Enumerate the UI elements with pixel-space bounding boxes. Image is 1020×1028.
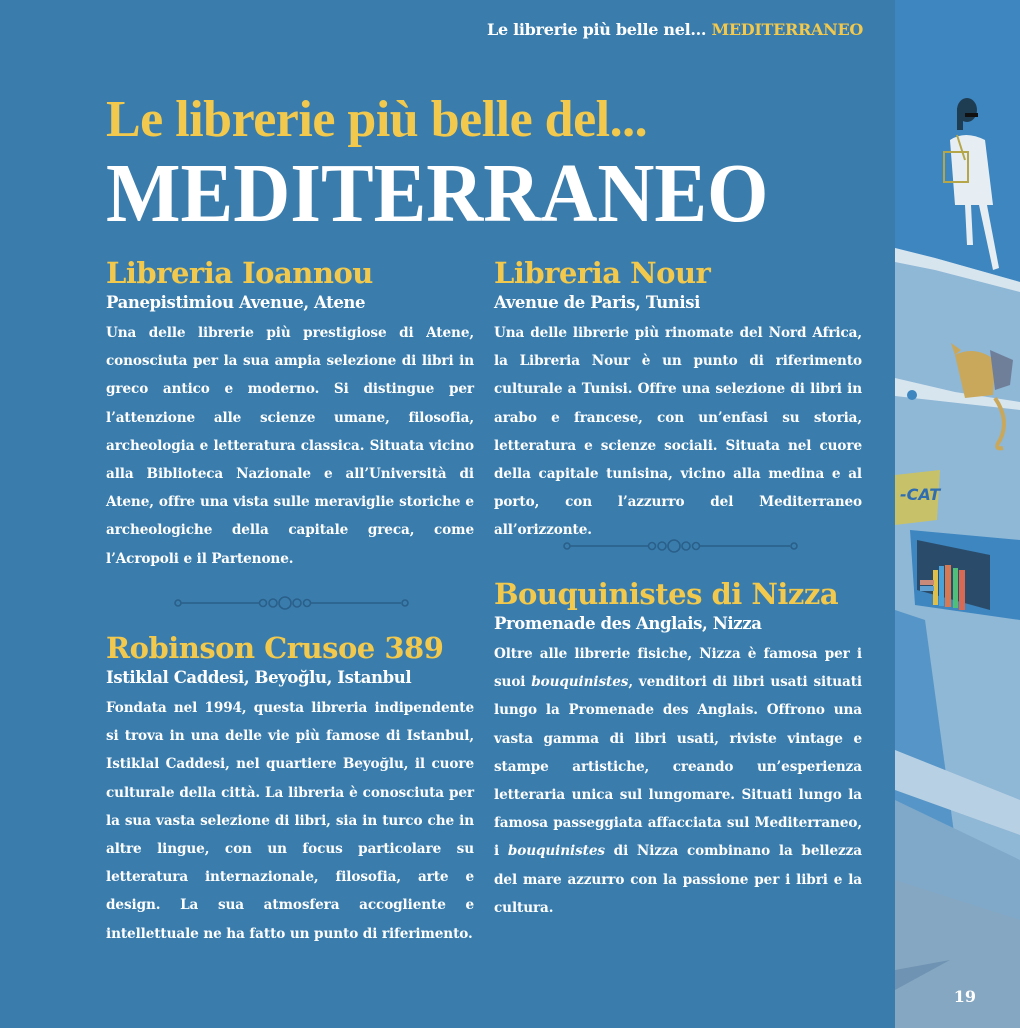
entry-libreria-nour <box>494 255 862 545</box>
entry-title: Bouquinistes di Nizza <box>494 577 839 611</box>
ornamental-divider <box>172 596 412 610</box>
entry-body: Una delle librerie più rinomate del Nord Africa, la Libreria Nour è un punto di riferimento culturale a Tunisi. Offre una selezione di libri in arabo e francese, con un’enfasi su storia, letteratura e scienze sociali. Situata nel cuore della capitale tunisina, vicino alla medina e al porto, con l’azzurro del Mediterraneo all’orizzonte. <box>494 325 862 539</box>
illustration-panel <box>895 0 1020 1028</box>
entry-body: Oltre alle librerie fisiche, Nizza è famosa per i suoi bouquinistes, venditori di libri usati situati lungo la Promenade des Anglais. Offrono una vasta gamma di libri usati, riviste vintage e stampe artistiche, creando un’esperienza letteraria unica sul lungomare. Situati lungo la famosa passeggiata affacciata sul Mediterraneo, i bouquinistes di Nizza combinano la bellezza del mare azzurro con la passione per i libri e la cultura. <box>494 646 862 916</box>
entry-libreria-ioannou <box>106 255 474 573</box>
entry-bouquinistes-nizza <box>494 576 862 922</box>
entry-body: Una delle librerie più prestigiose di Atene, conosciuta per la sua ampia selezione di libri in greco antico e moderno. Si distingue per l’attenzione alle scienze umane, filosofia, archeologia e letteratura classica. Situata vicino alla Biblioteca Nazionale e all’Università di Atene, offre una vista sulle meraviglie storiche e archeologiche della capitale greca, come l’Acropoli e il Partenone. <box>106 325 474 567</box>
italic-term: bouquinistes <box>531 674 629 691</box>
illustration-scene <box>895 0 1020 1028</box>
ornamental-divider <box>561 539 801 553</box>
running-head <box>487 20 863 39</box>
entry-title: Libreria Nour <box>494 256 711 290</box>
entry-title: Libreria Ioannou <box>106 256 373 290</box>
page-number: 19 <box>953 987 976 1006</box>
cat-sign-text: -CAT <box>900 485 941 504</box>
running-head-accent: MEDITERRANEO <box>711 20 863 39</box>
italic-term: bouquinistes <box>507 843 605 860</box>
page-title-line2: MEDITERRANEO <box>106 147 769 240</box>
entry-title: Robinson Crusoe 389 <box>106 631 444 665</box>
entry-address: Istiklal Caddesi, Beyoğlu, Istanbul <box>106 668 412 687</box>
page-title-line1: Le librerie più belle del... <box>106 91 648 148</box>
entry-body: Fondata nel 1994, questa libreria indipendente si trova in una delle vie più famose di Istanbul, Istiklal Caddesi, nel quartiere Beyoğlu, il cuore culturale della città. La libreria è conosciuta per la sua vasta selezione di libri, sia in turco che in altre lingue, con un focus particolare su letteratura internazionale, filosofia, arte e design. La sua atmosfera accogliente e intellettuale ne ha fatto un punto di riferimento. <box>106 700 474 942</box>
bookshelf-icon <box>910 530 1020 620</box>
entry-robinson-crusoe <box>106 630 474 948</box>
entry-address: Panepistimiou Avenue, Atene <box>106 293 366 312</box>
entry-address: Avenue de Paris, Tunisi <box>494 293 701 312</box>
entry-address: Promenade des Anglais, Nizza <box>494 614 762 633</box>
running-head-prefix: Le librerie più belle nel... <box>487 20 707 39</box>
